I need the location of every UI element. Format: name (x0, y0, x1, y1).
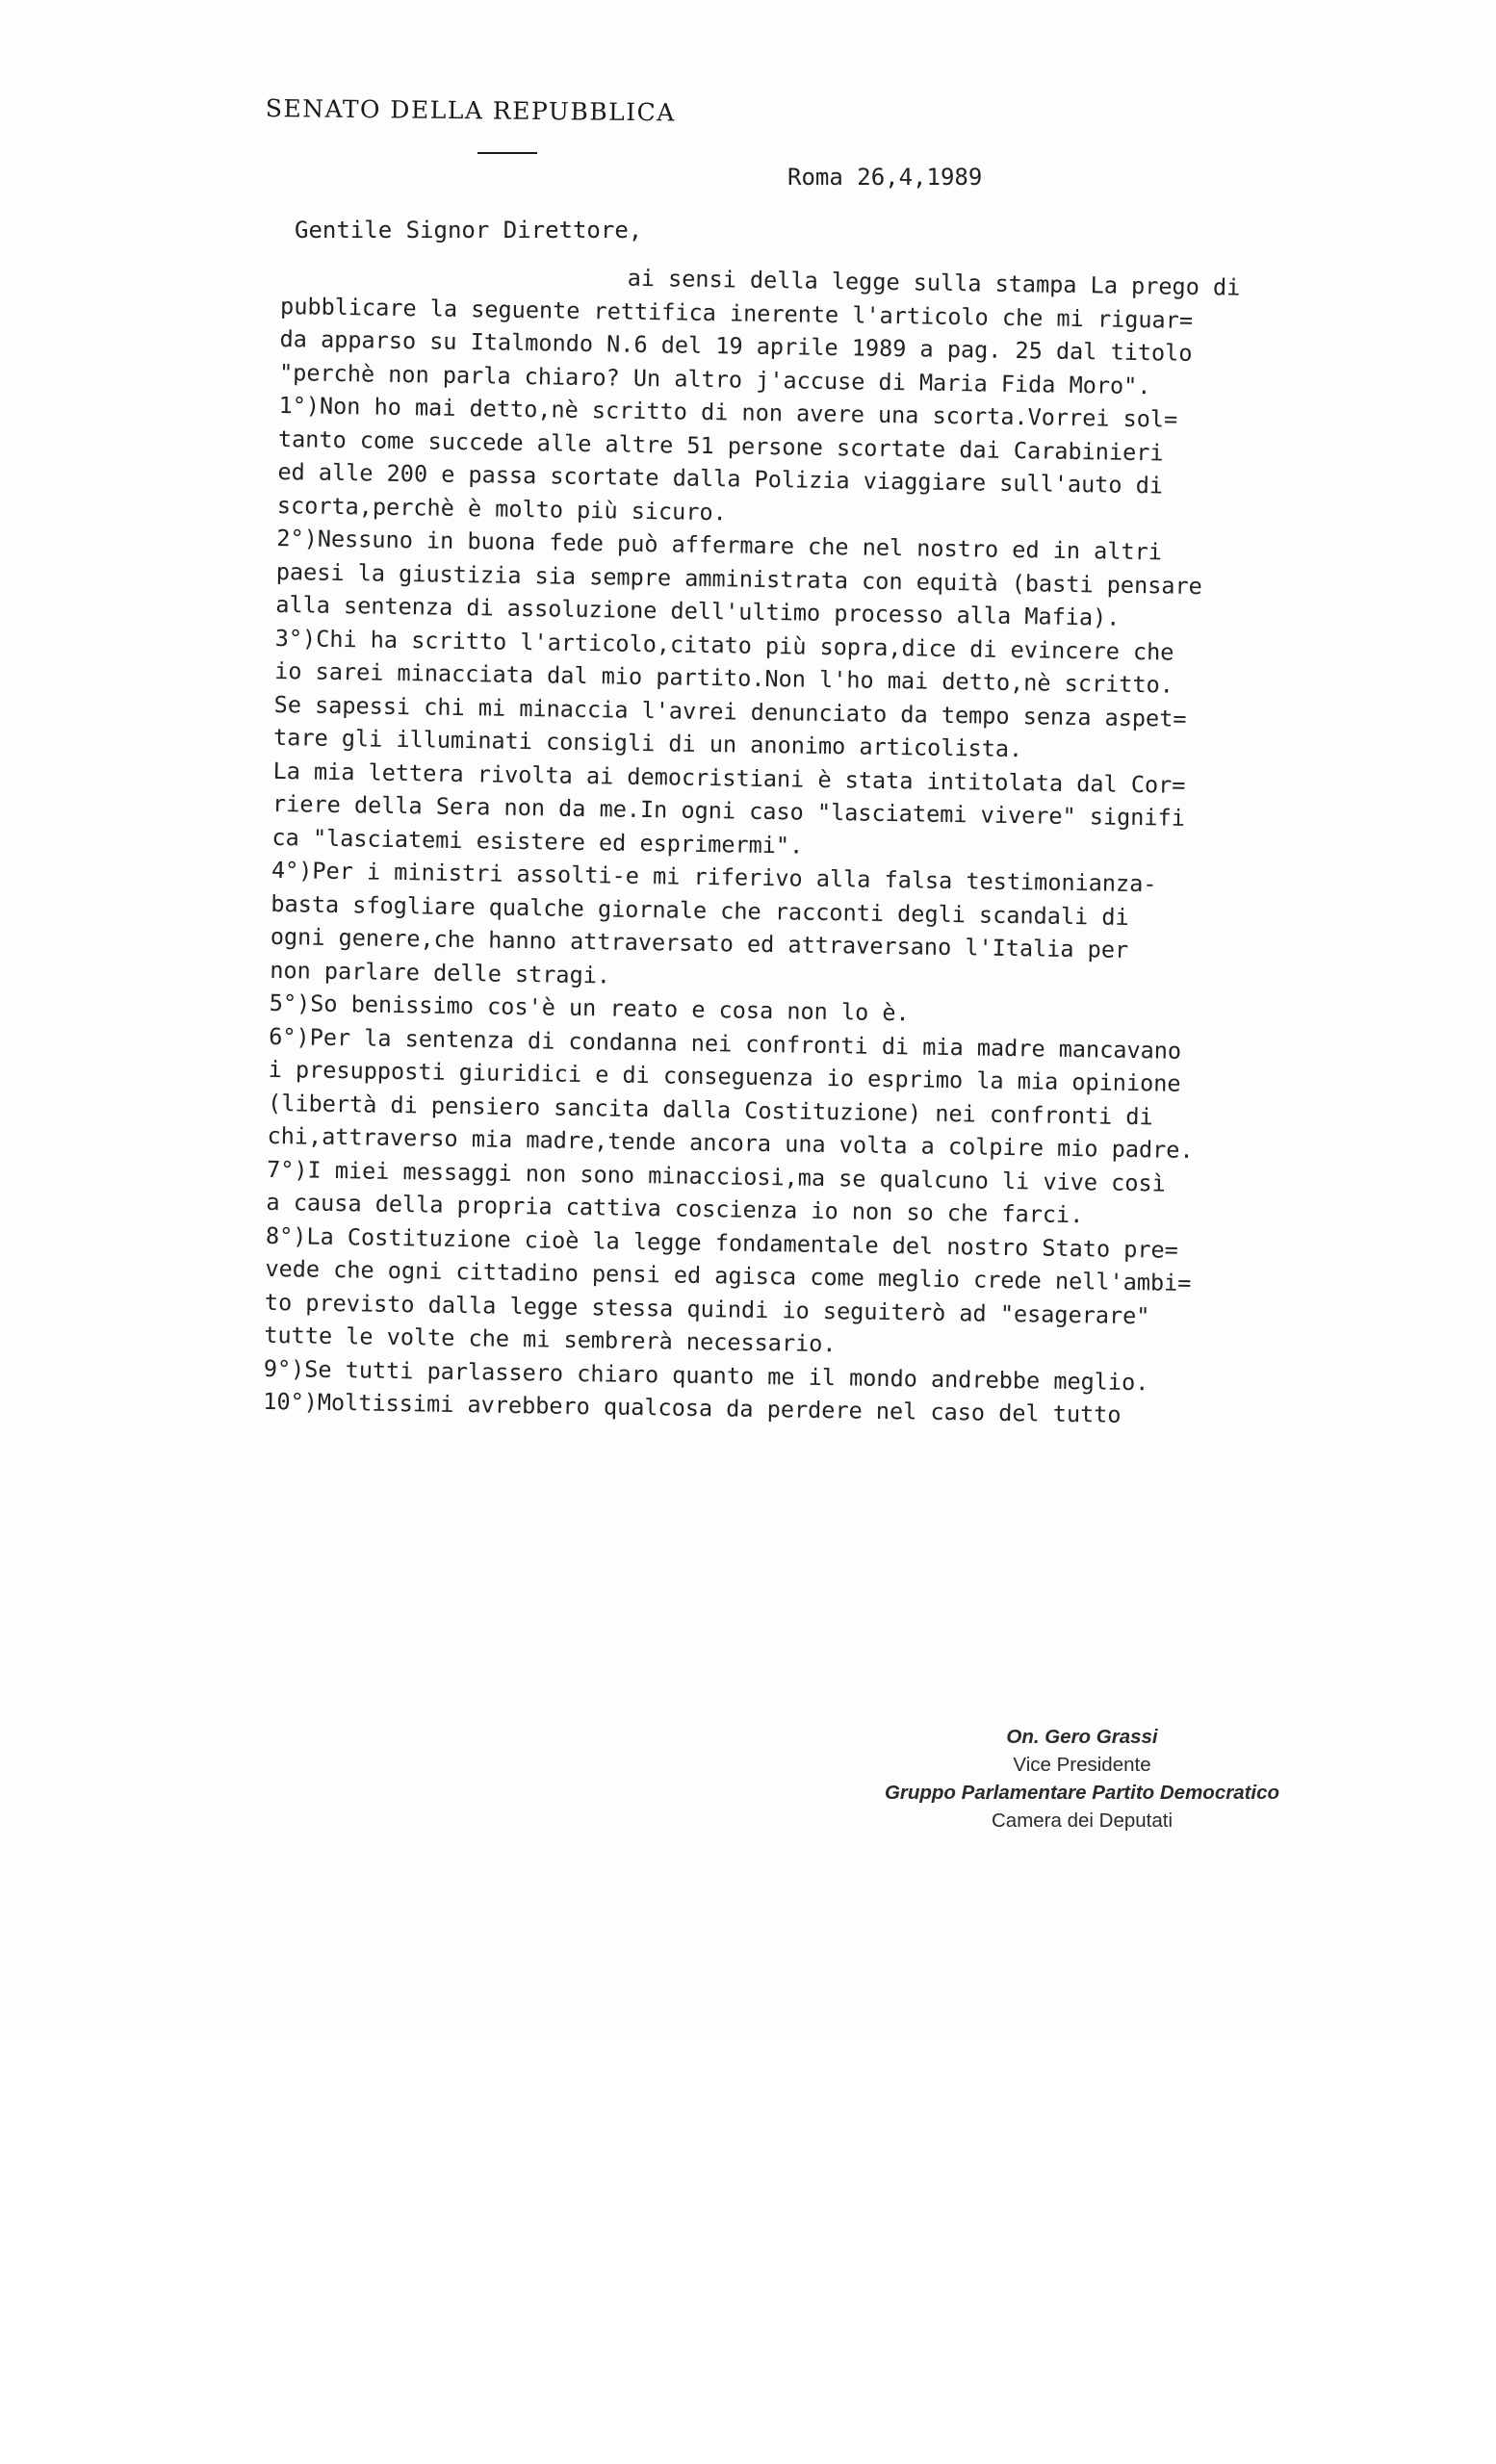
body-line: io sarei minacciata dal mio partito.Non l'ho mai detto,nè scritto. (274, 656, 1174, 699)
body-line: 10°)Moltissimi avrebbero qualcosa da perdere nel caso del tutto (263, 1387, 1122, 1428)
body-line: i presupposti giuridici e di conseguenza io esprimo la mia opinione (268, 1055, 1181, 1097)
body-line: (libertà di pensiero sancita dalla Costituzione) nei confronti di (267, 1089, 1153, 1130)
body-line: ed alle 200 e passa scortate dalla Polizia viaggiare sull'auto di (277, 457, 1164, 500)
body-line: pubblicare la seguente rettifica inerente l'articolo che mi riguar= (279, 292, 1194, 334)
body-line: scorta,perchè è molto più sicuro. (276, 491, 727, 526)
body-line: ca "lasciatemi esistere ed esprimermi". (271, 823, 804, 860)
body-line: a causa della propria cattiva coscienza io non so che farci. (266, 1188, 1084, 1229)
letter-body (263, 256, 1340, 1435)
body-line: paesi la giustizia sia sempre amministrata con equità (basti pensare (275, 557, 1203, 600)
body-line: 6°)Per la sentenza di condanna nei confronti di mia madre mancavano (269, 1022, 1182, 1065)
salutation: Gentile Signor Direttore, (295, 217, 643, 244)
body-line: 8°)La Costituzione cioè la legge fondamentale del nostro Stato pre= (265, 1221, 1179, 1264)
body-line: La mia lettera rivolta ai democristiani è stata intitolata dal Cor= (272, 757, 1186, 799)
body-line: basta sfogliare qualche giornale che racconti degli scandali di (271, 889, 1129, 931)
body-line: 1°)Non ho mai detto,nè scritto di non avere una scorta.Vorrei sol= (278, 391, 1178, 433)
body-line: da apparso su Italmondo N.6 del 19 aprile 1989 a pag. 25 dal titolo (279, 324, 1193, 367)
body-line: 9°)Se tutti parlassero chiaro quanto me il mondo andrebbe meglio. (263, 1354, 1149, 1396)
body-line: ogni genere,che hanno attraversato ed attraversano l'Italia per (270, 922, 1129, 963)
letterhead-rule (477, 152, 537, 154)
body-line: Se sapessi chi mi minaccia l'avrei denunciato da tempo senza aspet= (273, 690, 1187, 732)
body-line: alla sentenza di assoluzione dell'ultimo processo alla Mafia). (275, 590, 1121, 631)
signature-chamber: Camera dei Deputati (991, 1810, 1173, 1832)
signature-group: Gruppo Parlamentare Partito Democratico (884, 1782, 1280, 1804)
body-line: tutte le volte che mi sembrerà necessario. (264, 1321, 837, 1358)
signature-role: Vice Presidente (1013, 1754, 1151, 1776)
blank-margin (0, 2040, 1496, 2464)
body-line: 2°)Nessuno in buona fede può affermare che nel nostro ed in altri (276, 524, 1163, 566)
body-line: vede che ogni cittadino pensi ed agisca come meglio crede nell'ambi= (265, 1254, 1192, 1296)
body-line: 4°)Per i ministri assolti-e mi riferivo alla falsa testimonianza- (271, 856, 1157, 898)
body-line: riere della Sera non da me.In ogni caso "lasciatemi vivere" signifi (271, 789, 1186, 832)
signature-block (832, 1723, 1332, 1835)
body-line: 7°)I miei messaggi non sono minacciosi,ma se qualcuno li vive così (266, 1155, 1166, 1197)
body-line: ai sensi della legge sulla stampa La prego di (627, 264, 1241, 301)
body-line: to previsto dalla legge stessa quindi io seguiterò ad "esagerare" (264, 1288, 1150, 1329)
body-line: 3°)Chi ha scritto l'articolo,citato più sopra,dice di evincere che (274, 624, 1174, 666)
body-line: chi,attraverso mia madre,tende ancora una volta a colpire mio padre. (267, 1121, 1194, 1164)
signature-name: On. Gero Grassi (1006, 1726, 1158, 1748)
body-line: "perchè non parla chiaro? Un altro j'accuse di Maria Fida Moro". (278, 358, 1151, 399)
body-line: tare gli illuminati consigli di un anonimo articolista. (272, 723, 1023, 763)
letter-date: Roma 26,4,1989 (787, 164, 983, 191)
body-line: 5°)So benissimo cos'è un reato e cosa non lo è. (269, 988, 910, 1027)
body-line: non parlare delle stragi. (270, 956, 611, 988)
letterhead-title: SENATO DELLA REPUBBLICA (265, 94, 676, 127)
body-line: tanto come succede alle altre 51 persone scortate dai Carabinieri (277, 424, 1164, 466)
